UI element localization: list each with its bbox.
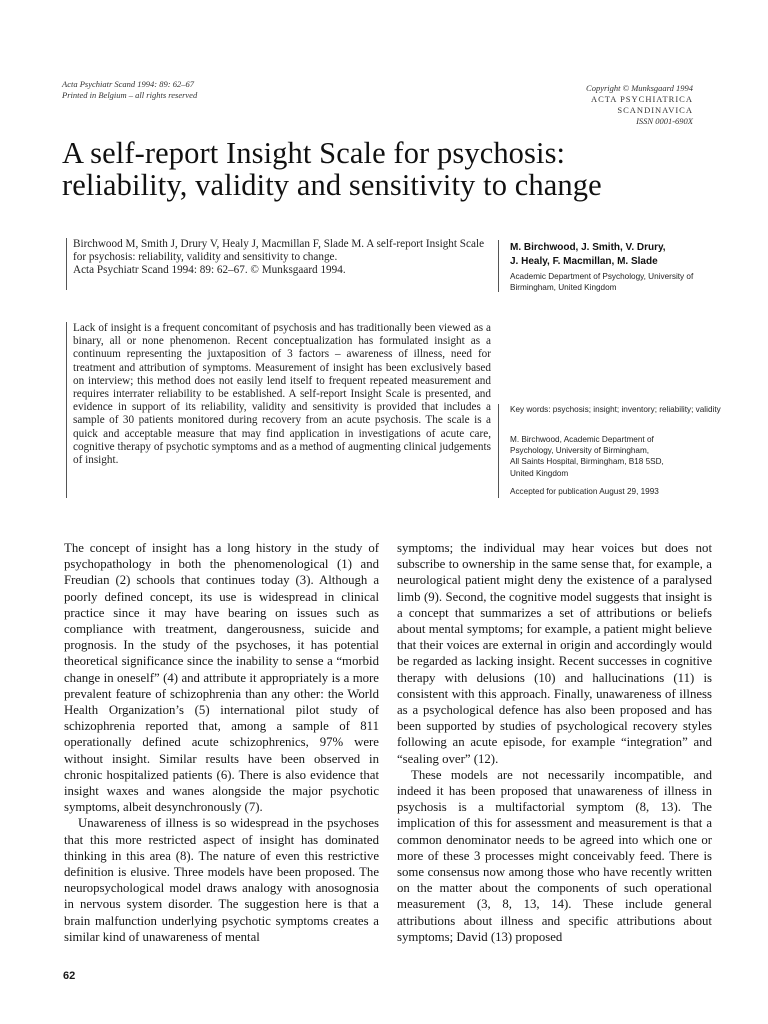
citation-journal: Acta Psychiatr Scand 1994: 89: 62–67. © Munksgaard 1994. (73, 264, 346, 277)
correspondence-line-3: All Saints Hospital, Birmingham, B18 5SD, (510, 457, 664, 467)
journal-citation-line: Acta Psychiatr Scand 1994: 89: 62–67 (62, 79, 194, 89)
authors-line-1: M. Birchwood, J. Smith, V. Drury, (510, 242, 666, 253)
body-paragraph: symptoms; the individual may hear voices but does not subscribe to ownership in the same sense that, for example, a neurological patient might deny the existence of a paralysed limb (9). Second, the cognitive model suggests that insight is a concept that summarizes a set of attributions or beliefs about mental symptoms; for example, a patient might believe that their voices are external in origin and accordingly would be regarded as lacking insight. Recent successes in cognitive therapy with delusions (10) and hallucinations (11) is consistent with this approach. Finally, unawareness of illness as a psychological defence has also been proposed and has been supported by studies of psychological recovery styles following an acute episode, for example “integration” and “sealing over” (12). (397, 541, 712, 766)
title-line-1: A self-report Insight Scale for psychosis: (62, 136, 566, 170)
citation-block (73, 238, 485, 278)
body-paragraph: These models are not necessarily incompatible, and indeed it has been proposed that unawareness of illness in psychosis is a multifactorial symptom (8, 13). The implication of this for assessment and measurement is that a common denominator needs to be agreed into which one or more of these 3 processes might conceivably feed. There is some consensus now among those who have recently written on the matter about the components of such operational measurement (3, 8, 13, 14). These include general attributions about illness and specific attributions about symptoms; David (13) proposed (397, 767, 712, 944)
correspondence-line-2: Psychology, University of Birmingham, (510, 446, 650, 456)
page-number: 62 (63, 970, 76, 982)
printed-in-line: Printed in Belgium – all rights reserved (62, 90, 198, 100)
citation-rule (66, 238, 67, 290)
authors-line-2: J. Healy, F. Macmillan, M. Slade (510, 256, 658, 267)
journal-name-line2: SCANDINAVICA (617, 105, 693, 115)
correspondence-line-4: United Kingdom (510, 468, 569, 478)
affiliation: Academic Department of Psychology, University of Birmingham, United Kingdom (510, 272, 694, 292)
body-column-left (64, 540, 379, 945)
accepted-date: Accepted for publication August 29, 1993 (510, 487, 659, 496)
sidebar-rule-top (498, 240, 499, 292)
abstract-rule (66, 322, 67, 498)
author-list (510, 241, 722, 269)
keywords: Key words: psychosis; insight; inventory; reliability; validity (510, 405, 721, 414)
running-header-right (493, 83, 693, 127)
issn-line: ISSN 0001-690X (636, 116, 693, 126)
title-line-2: reliability, validity and sensitivity to change (62, 168, 602, 202)
copyright-line: Copyright © Munksgaard 1994 (586, 83, 693, 93)
abstract-text: Lack of insight is a frequent concomitant of psychosis and has traditionally been viewed as a binary, all or none phenomenon. Recent conceptualization has formulated insight as a continuum representing the juxtaposition of 3 factors – awareness of illness, need for treatment and attribution of symptoms. Measurement of insight has been exclusively based on interview; this method does not easily lend itself to frequent repeated measurement and requires interrater reliability to be established. A self-report Insight Scale is presented, and evidence in support of its reliability, validity and sensitivity is provided that includes a sample of 30 patients monitored during recovery from an acute psychosis. The scale is a quick and acceptable measure that may find application in investigations of acute care, cognitive therapy of psychotic symptoms and as a method of augmenting clinical judgements of insight. (73, 322, 491, 467)
body-column-right (397, 540, 712, 945)
correspondence-line-1: M. Birchwood, Academic Department of (510, 435, 654, 444)
body-paragraph: The concept of insight has a long history in the study of psychopathology in both the phenomenological (1) and Freudian (2) schools that continues today (3). Although a poorly defined concept, its use is widespread in clinical practice since it may have bearing on issues such as compliance with treatment, dangerousness, suicide and prognosis. In the study of the psychoses, it has potential theoretical significance since the inability to sense a “morbid change in oneself” (4) and attribute it appropriately is a more prevalent feature of schizophrenia than any other: the World Health Organization’s (5) international pilot study of schizophrenia reported that, among a sample of 811 operationally defined acute schizophrenics, 97% were without insight. Similar results have been observed in chronic hospitalized patients (6). There is also evidence that insight waxes and wanes alongside the major psychotic symptoms, albeit desynchronously (7). (64, 541, 379, 815)
body-paragraph: Unawareness of illness is so widespread in the psychoses that this more restricted aspect of insight has dominated thinking in this area (8). The nature of even this restrictive definition is elusive. Three models have been proposed. The neuropsychological model draws analogy with anosognosia in nervous system disorder. The suggestion here is that a brain malfunction underlying psychotic symptoms creates a similar kind of unawareness of mental (64, 816, 379, 944)
journal-name-line1: ACTA PSYCHIATRICA (590, 94, 693, 104)
correspondence-address (510, 434, 722, 479)
article-title (62, 137, 722, 201)
running-header-left (62, 79, 197, 101)
citation-text: Birchwood M, Smith J, Drury V, Healy J, Macmillan F, Slade M. A self-report Insight Scale for psychosis: reliability, validity and sensitivity to change. (73, 238, 485, 264)
sidebar-rule-bottom (498, 404, 499, 498)
